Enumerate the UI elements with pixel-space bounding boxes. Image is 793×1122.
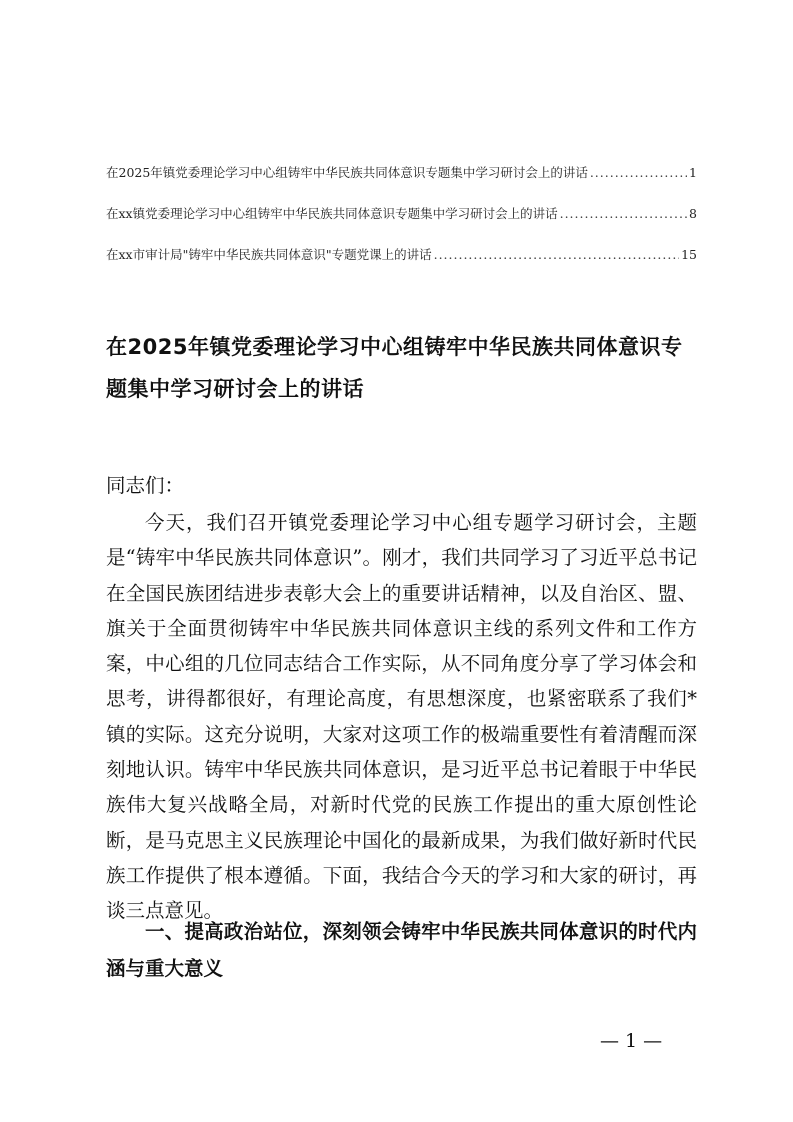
page-number: — 1 — <box>600 1030 663 1052</box>
salutation: 同志们： <box>106 474 185 497</box>
toc-leader-dots <box>560 206 687 221</box>
toc-entry-title: 在2025年镇党委理论学习中心组铸牢中华民族共同体意识专题集中学习研讨会上的讲话 <box>106 165 588 180</box>
toc-entry[interactable] <box>106 163 697 204</box>
toc-leader-dots <box>434 247 679 262</box>
body-paragraph: 今天，我们召开镇党委理论学习中心组专题学习研讨会，主题是“铸牢中华民族共同体意识”。刚才，我们共同学习了习近平总书记在全国民族团结进步表彰大会上的重要讲话精神，以及自治区、盟、旗关于全面贯彻铸牢中华民族共同体意识主线的系列文件和工作方案，中心组的几位同志结合工作实际，从不同角度分享了学习体会和思考，讲得都很好，有理论高度，有思想深度，也紧密联系了我们*镇的实际。这充分说明，大家对这项工作的极端重要性有着清醒而深刻地认识。铸牢中华民族共同体意识，是习近平总书记着眼于中华民族伟大复兴战略全局，对新时代党的民族工作提出的重大原创性论断，是马克思主义民族理论中国化的最新成果，为我们做好新时代民族工作提供了根本遵循。下面，我结合今天的学习和大家的研讨，再谈三点意见。 <box>106 511 697 923</box>
toc-entry-page: 15 <box>681 247 697 262</box>
toc-entry-page: 1 <box>689 165 697 180</box>
toc-entry-title: 在xx镇党委理论学习中心组铸牢中华民族共同体意识专题集中学习研讨会上的讲话 <box>106 206 558 221</box>
toc-entry[interactable] <box>106 245 697 286</box>
document-title: 在2025年镇党委理论学习中心组铸牢中华民族共同体意识专题集中学习研讨会上的讲话 <box>106 335 683 401</box>
section-heading: 一、提高政治站位，深刻领会铸牢中华民族共同体意识的时代内涵与重大意义 <box>106 920 697 980</box>
toc-entry-page: 8 <box>689 206 697 221</box>
toc-leader-dots <box>590 165 687 180</box>
toc-entry-title: 在xx市审计局"铸牢中华民族共同体意识"专题党课上的讲话 <box>106 247 432 262</box>
table-of-contents <box>106 163 697 286</box>
toc-entry[interactable] <box>106 204 697 245</box>
